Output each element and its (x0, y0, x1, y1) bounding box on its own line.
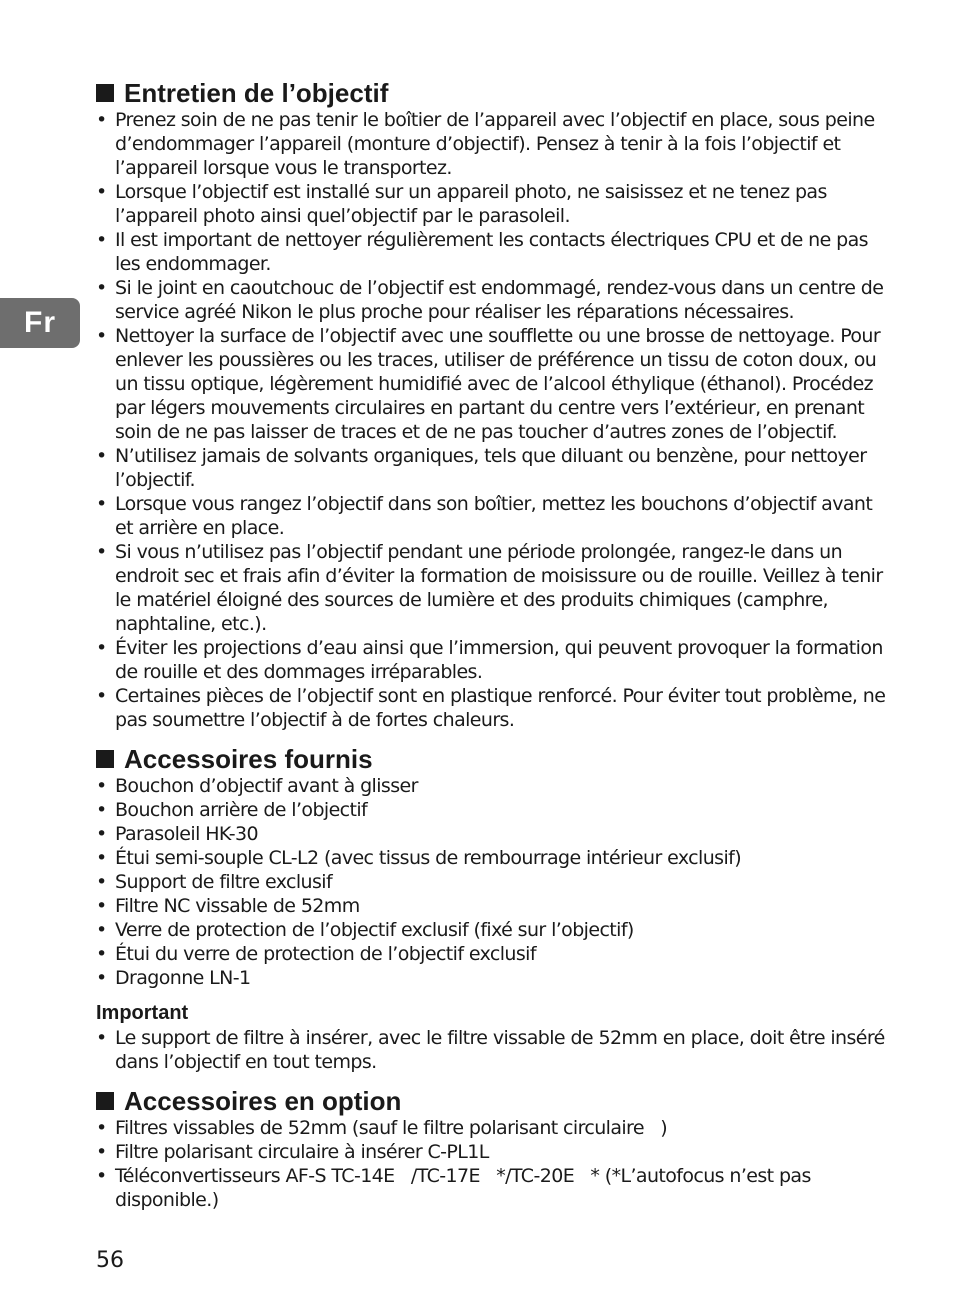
list-item: • Bouchon arrière de l’objectif (96, 798, 886, 822)
list-item: • Étui semi-souple CL-L2 (avec tissus de rembourrage intérieur exclusif) (96, 846, 886, 870)
list-item: • Le support de filtre à insérer, avec le filtre vissable de 52mm en place, doit être inséré dans l’objectif en tout temps. (96, 1026, 886, 1074)
language-tab: Fr (0, 298, 80, 348)
section-title: Entretien de l’objectif (124, 78, 389, 108)
bullet-list (96, 1116, 886, 1212)
page-number: 56 (96, 1248, 124, 1273)
bullet-list (96, 774, 886, 990)
section-optional-accessories (96, 1086, 886, 1212)
list-item: • Bouchon d’objectif avant à glisser (96, 774, 886, 798)
list-item: • Nettoyer la surface de l’objectif avec une soufflette ou une brosse de nettoyage. Pour enlever les poussières ou les traces, utiliser de préférence un tissu de coton doux, ou un tissu optique, légèrement humidifié avec de l’alcool éthylique (éthanol). Procédez par légers mouvements circulaires en partant du centre vers l’extérieur, en prenant soin de ne pas laisser de traces et de ne pas toucher d’autres zones de l’objectif. (96, 324, 886, 444)
list-item: • Lorsque l’objectif est installé sur un appareil photo, ne saisissez et ne tenez pas l’appareil photo ainsi quel’objectif par le parasoleil. (96, 180, 886, 228)
section-heading (96, 78, 886, 108)
list-item: • Dragonne LN-1 (96, 966, 886, 990)
section-supplied-accessories (96, 744, 886, 1074)
section-lens-care (96, 78, 886, 732)
square-bullet-icon (96, 750, 114, 768)
list-item: • Parasoleil HK-30 (96, 822, 886, 846)
square-bullet-icon (96, 84, 114, 102)
section-title: Accessoires fournis (124, 744, 373, 774)
important-list (96, 1026, 886, 1074)
list-item: • Filtre polarisant circulaire à insérer C-PL1L (96, 1140, 886, 1164)
bullet-list (96, 108, 886, 732)
list-item: • Verre de protection de l’objectif exclusif (fixé sur l’objectif) (96, 918, 886, 942)
list-item: • Lorsque vous rangez l’objectif dans son boîtier, mettez les bouchons d’objectif avant et arrière en place. (96, 492, 886, 540)
list-item: • Si le joint en caoutchouc de l’objectif est endommagé, rendez-vous dans un centre de service agréé Nikon le plus proche pour réaliser les réparations nécessaires. (96, 276, 886, 324)
list-item: • Certaines pièces de l’objectif sont en plastique renforcé. Pour éviter tout problème, ne pas soumettre l’objectif à de fortes chaleurs. (96, 684, 886, 732)
list-item: • Téléconvertisseurs AF-S TC-14E /TC-17E */TC-20E * (*L’autofocus n’est pas disponible.) (96, 1164, 886, 1212)
list-item: • Filtres vissables de 52mm (sauf le filtre polarisant circulaire ) (96, 1116, 886, 1140)
square-bullet-icon (96, 1092, 114, 1110)
list-item: • Prenez soin de ne pas tenir le boîtier de l’appareil avec l’objectif en place, sous peine d’endommager l’appareil (monture d’objectif). Pensez à tenir à la fois l’objectif et l’appareil lorsque vous le transportez. (96, 108, 886, 180)
page-content (96, 78, 886, 1212)
list-item: • Étui du verre de protection de l’objectif exclusif (96, 942, 886, 966)
list-item: • Support de filtre exclusif (96, 870, 886, 894)
section-heading (96, 1086, 886, 1116)
section-heading (96, 744, 886, 774)
list-item: • N’utilisez jamais de solvants organiques, tels que diluant ou benzène, pour nettoyer l’objectif. (96, 444, 886, 492)
list-item: • Filtre NC vissable de 52mm (96, 894, 886, 918)
important-label: Important (96, 1002, 189, 1024)
section-title: Accessoires en option (124, 1086, 402, 1116)
list-item: • Éviter les projections d’eau ainsi que l’immersion, qui peuvent provoquer la formation de rouille et des dommages irréparables. (96, 636, 886, 684)
list-item: • Si vous n’utilisez pas l’objectif pendant une période prolongée, rangez-le dans un endroit sec et frais afin d’éviter la formation de moisissure ou de rouille. Veillez à tenir le matériel éloigné des sources de lumière et des produits chimiques (camphre, naphtaline, etc.). (96, 540, 886, 636)
list-item: • Il est important de nettoyer régulièrement les contacts électriques CPU et de ne pas les endommager. (96, 228, 886, 276)
